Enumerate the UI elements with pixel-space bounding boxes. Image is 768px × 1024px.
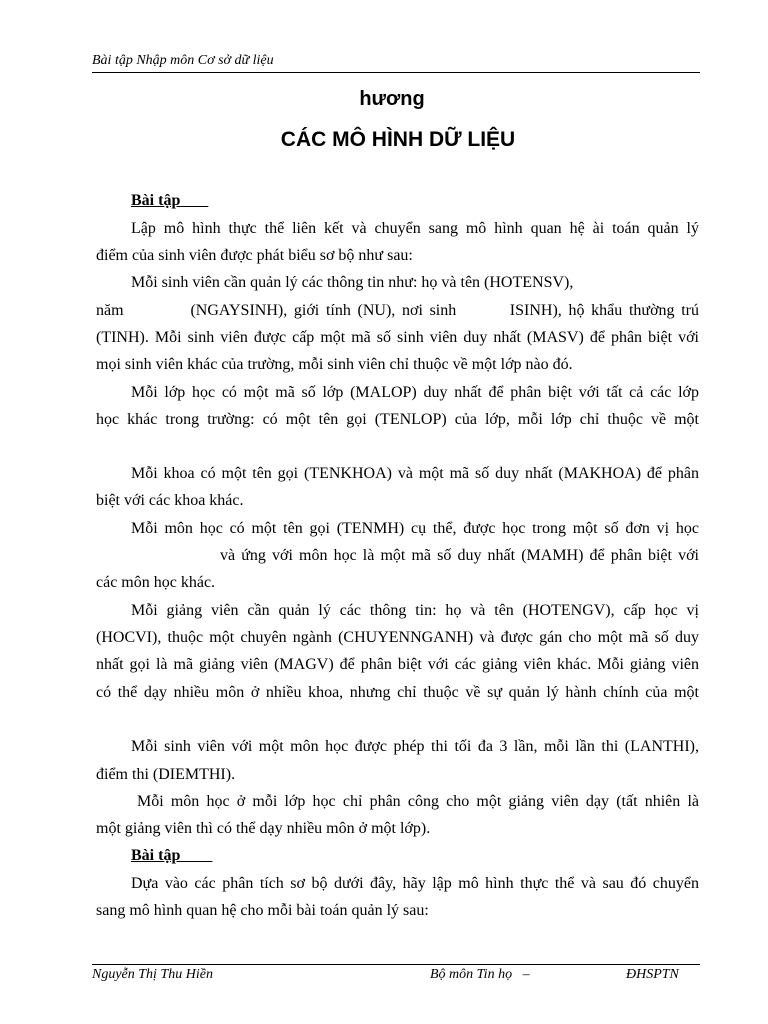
paragraph-line: sang mô hình quan hệ cho mỗi bài toán quản lý sau: [96, 902, 429, 919]
footer-department: Bộ môn Tin họ – [430, 967, 530, 982]
paragraph-line: có thể dạy nhiều môn ở nhiều khoa, nhưng chỉ thuộc về sự quản lý hành chính của một [96, 684, 699, 701]
paragraph-line: điểm thi (DIEMTHI). [96, 766, 236, 783]
paragraph-line: biệt với các khoa khác. [96, 492, 244, 509]
paragraph-line: Mỗi lớp học có một mã số lớp (MALOP) duy nhất để phân biệt với tất cả các lớp [131, 384, 699, 401]
chapter-label: hương [359, 88, 425, 110]
paragraph-line: năm (NGAYSINH), giới tính (NU), nơi sinh ISINH), hộ khẩu thường trú [96, 302, 699, 319]
chapter-title: CÁC MÔ HÌNH DỮ LIỆU [280, 128, 516, 151]
paragraph-line: nhất gọi là mã giảng viên (MAGV) để phân biệt với các giảng viên khác. Mỗi giảng viên [96, 656, 699, 673]
paragraph-line: Mỗi giảng viên cần quản lý các thông tin: họ và tên (HOTENGV), cấp học vị [131, 602, 699, 619]
paragraph-line: (HOCVI), thuộc một chuyên ngành (CHUYENNGANH) và được gán cho một mã số duy [96, 629, 699, 646]
footer-rule [92, 964, 700, 965]
paragraph-line: các môn học khác. [96, 574, 216, 591]
exercise-heading: Bài tập [131, 192, 181, 209]
paragraph-line: (TINH). Mỗi sinh viên được cấp một mã số sinh viên duy nhất (MASV) để phân biệt với [96, 329, 699, 346]
paragraph-line: Mỗi môn học có một tên gọi (TENMH) cụ thể, được học trong một số đơn vị học [131, 520, 699, 537]
footer-author: Nguyễn Thị Thu Hiền [92, 967, 213, 982]
exercise-heading: Bài tập [131, 847, 181, 864]
paragraph-line: điểm của sinh viên được phát biểu sơ bộ như sau: [96, 247, 413, 264]
paragraph-line: Lập mô hình thực thể liên kết và chuyển sang mô hình quan hệ ài toán quản lý [131, 220, 699, 237]
paragraph-line: và ứng với môn học là một mã số duy nhất (MAMH) để phân biệt với [220, 547, 699, 564]
footer-school: ĐHSPTN [626, 967, 679, 982]
paragraph-line: Dựa vào các phân tích sơ bộ dưới đây, hãy lập mô hình thực thể và sau đó chuyển [131, 875, 699, 892]
paragraph-line: Mỗi môn học ở mỗi lớp học chỉ phân công cho một giảng viên dạy (tất nhiên là [137, 793, 699, 810]
paragraph-line: Mỗi sinh viên cần quản lý các thông tin như: họ và tên (HOTENSV), [131, 274, 574, 291]
paragraph-line: Mỗi khoa có một tên gọi (TENKHOA) và một mã số duy nhất (MAKHOA) để phân [131, 465, 699, 482]
running-header: Bài tập Nhập môn Cơ sở dữ liệu [92, 52, 700, 73]
paragraph-line: Mỗi sinh viên với một môn học được phép thi tối đa 3 lần, mỗi lần thi (LANTHI), [131, 738, 699, 755]
paragraph-line: một giảng viên thì có thể dạy nhiều môn ở một lớp). [96, 820, 431, 837]
paragraph-line: mọi sinh viên khác của trường, mỗi sinh viên chỉ thuộc về một lớp nào đó. [96, 356, 573, 373]
paragraph-line: học khác trong trường: có một tên gọi (TENLOP) của lớp, mỗi lớp chỉ thuộc về một [96, 411, 699, 428]
